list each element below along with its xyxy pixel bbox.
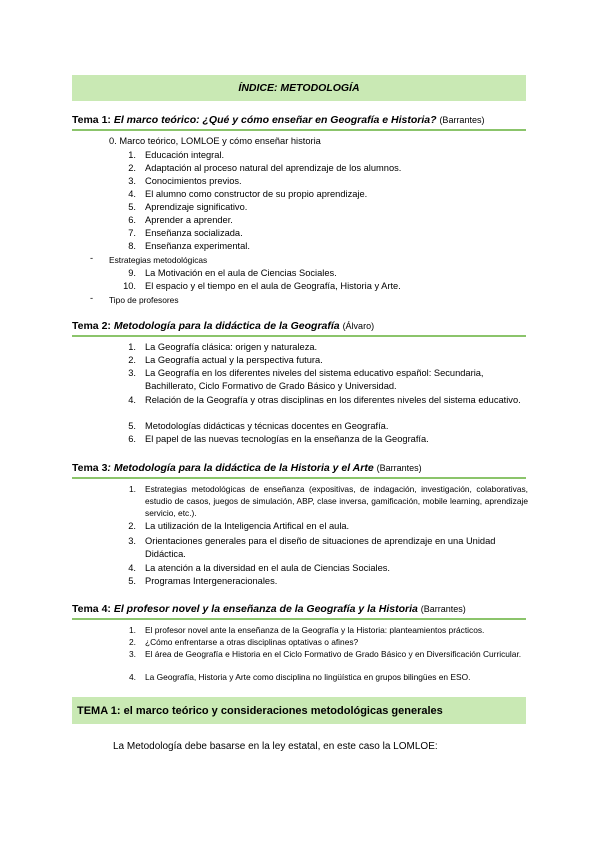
tema3-number: Tema 3	[72, 462, 108, 474]
tema3-title: : Metodología para la didáctica de la Historia y el Arte	[107, 462, 374, 474]
list-item: 1. Estrategias metodológicas de enseñanza (expositivas, de indagación, investigación, colaborativas, estudio de casos, juegos de simulación, ABP, clase inversa, gamificación, mobile learning, aprendizaje servicio, etc.).	[129, 484, 528, 518]
list-item: 7. Enseñanza socializada.	[128, 228, 243, 238]
list-item: 2. Adaptación al proceso natural del aprendizaje de los alumnos.	[128, 163, 402, 173]
list-item: 2. ¿Cómo enfrentarse a otras disciplinas optativas o afines?	[129, 637, 359, 647]
tema3-heading	[72, 462, 526, 479]
list-item: 10. El espacio y el tiempo en el aula de Geografía, Historia y Arte.	[123, 281, 401, 291]
tema1-bullet-profesores: Tipo de profesores	[109, 295, 179, 305]
list-item: 2. La utilización de la Inteligencia Artifical en el aula.	[128, 521, 350, 531]
tema3-author: (Barrantes)	[376, 463, 422, 473]
tema1-number: Tema 1:	[72, 114, 111, 126]
tema2-author: (Álvaro)	[342, 321, 375, 331]
list-item: 6. El papel de las nuevas tecnologías en la enseñanza de la Geografía.	[128, 434, 429, 444]
dash-bullet: -	[90, 293, 94, 303]
list-item: 3. El área de Geografía e Historia en el Ciclo Formativo de Grado Básico y en Diversificación Curricular.	[129, 649, 522, 659]
section-title: TEMA 1: el marco teórico y consideraciones metodológicas generales	[72, 697, 526, 724]
list-item: 4. El alumno como constructor de su propio aprendizaje.	[128, 189, 368, 199]
dash-bullet: -	[90, 253, 94, 263]
tema2-number: Tema 2:	[72, 320, 111, 332]
list-item: 4. Relación de la Geografía y otras disciplinas en los diferentes niveles del sistema educativo.	[128, 395, 521, 405]
list-item: 3. Conocimientos previos.	[128, 176, 242, 186]
tema4-author: (Barrantes)	[420, 604, 466, 614]
list-item: 3. Orientaciones generales para el diseño de situaciones de aprendizaje en una Unidad Didáctica.	[128, 536, 496, 559]
list-item: 2. La Geografía actual y la perspectiva futura.	[128, 355, 323, 365]
list-item: 6. Aprender a aprender.	[128, 215, 233, 225]
tema1-author: (Barrantes)	[439, 115, 485, 125]
list-item: 1. El profesor novel ante la enseñanza de la Geografía y la Historia: planteamientos prácticos.	[129, 625, 485, 635]
index-title: ÍNDICE: METODOLOGÍA	[72, 75, 526, 101]
tema4-number: Tema 4:	[72, 603, 111, 615]
tema1-title: El marco teórico: ¿Qué y cómo enseñar en Geografía e Historia?	[113, 114, 437, 126]
list-item: 3. La Geografía en los diferentes niveles del sistema educativo español: Secundaria, Bachillerato, Ciclo Formativo de Grado Básico y Universidad.	[128, 368, 484, 391]
list-item: 5. Aprendizaje significativo.	[128, 202, 248, 212]
list-item: 1. La Geografía clásica: origen y naturaleza.	[128, 342, 318, 352]
tema4-title: El profesor novel y la enseñanza de la Geografía y la Historia	[113, 603, 418, 615]
list-item: 4. La atención a la diversidad en el aula de Ciencias Sociales.	[128, 563, 390, 573]
tema4-heading	[72, 603, 526, 620]
list-item: 8. Enseñanza experimental.	[128, 241, 250, 251]
body-paragraph: La Metodología debe basarse en la ley estatal, en este caso la LOMLOE:	[113, 741, 438, 752]
tema1-heading	[72, 114, 526, 131]
list-item: 5. Metodologías didácticas y técnicas docentes en Geografía.	[128, 421, 389, 431]
tema2-title: Metodología para la didáctica de la Geografía	[113, 320, 340, 332]
list-item: 5. Programas Intergeneracionales.	[128, 576, 278, 586]
list-item: 9. La Motivación en el aula de Ciencias Sociales.	[128, 268, 337, 278]
tema1-intro: 0. Marco teórico, LOMLOE y cómo enseñar historia	[109, 136, 321, 146]
list-item: 4. La Geografía, Historia y Arte como disciplina no lingüística en grupos bilingües en ESO.	[129, 672, 471, 682]
tema1-bullet-estrategias: Estrategias metodológicas	[109, 255, 208, 265]
list-item: 1. Educación integral.	[128, 150, 225, 160]
tema2-heading	[72, 320, 526, 337]
